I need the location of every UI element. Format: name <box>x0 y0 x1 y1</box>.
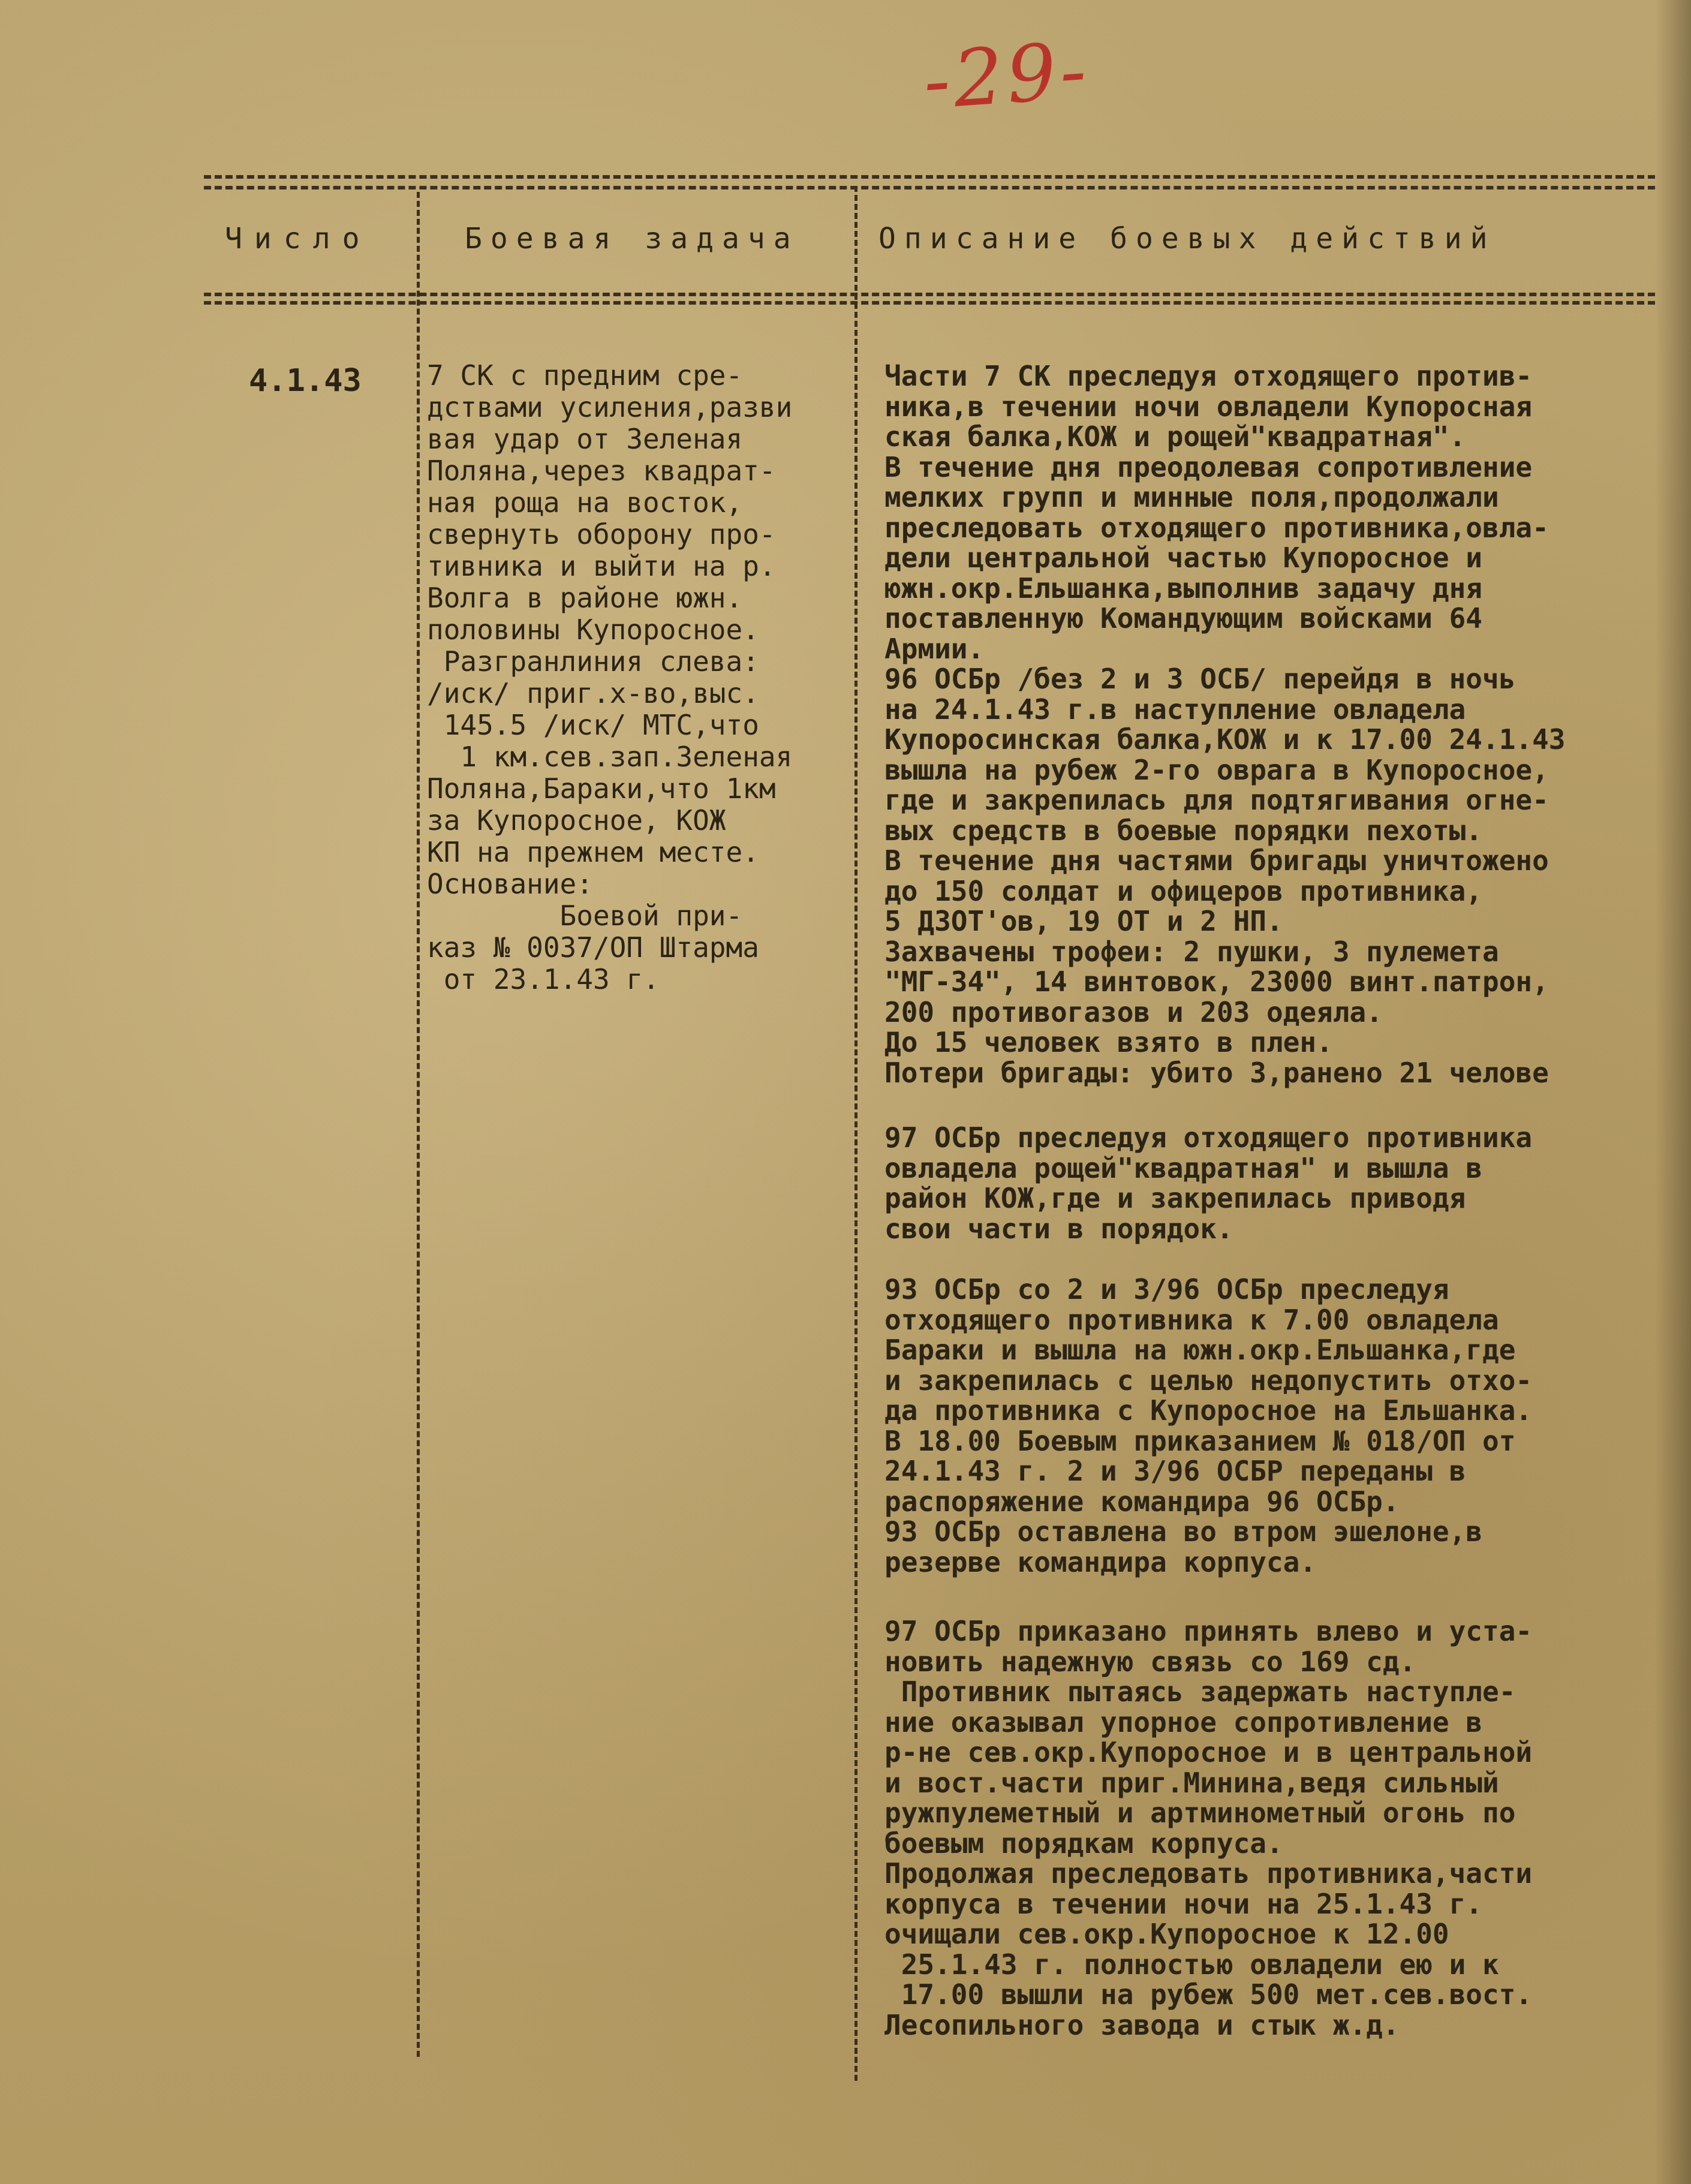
entry-date: 4.1.43 <box>249 363 362 399</box>
table-top-rule <box>204 175 1655 179</box>
description-paragraph: Части 7 СК преследуя отходящего против- ника,в течении ночи овладели Купоросная ская балка,КОЖ и рощей"квадратная". В течение дня преодолевая сопротивление мелких групп и минные поля,продолжали преследовать отходящего противника,овла- дели центральной частью Купоросное и южн.окр.Ельшанка,выполнив задачу дня поставленную Командующим войсками 64 Армии. 96 ОСБр /без 2 и 3 ОСБ/ перейдя в ночь на 24.1.43 г.в наступление овладела Купоросинская балка,КОЖ и к 17.00 24.1.43 вышла на рубеж 2-го оврага в Купоросное, где и закрепилась для подтягивания огне- вых средств в боевые порядки пехоты. В течение дня частями бригады уничтожено до 150 солдат и офицеров противника, 5 ДЗОТ'ов, 19 ОТ и 2 НП. Захвачены трофеи: 2 пушки, 3 пулемета "МГ-34", 14 винтовок, 23000 винт.патрон, 200 противогазов и 203 одеяла. До 15 человек взято в плен. Потери бригады: убито 3,ранено 21 челове <box>884 360 1566 1089</box>
header-bottom-rule-double <box>204 301 1655 305</box>
description-paragraph: 97 ОСБр преследуя отходящего противника овладела рощей"квадратная" и вышла в район КОЖ,где и закрепилась приводя свои части в порядок. <box>884 1121 1533 1245</box>
description-paragraph: 97 ОСБр приказано принять влево и уста- новить надежную связь со 169 сд. Противник пытаясь задержать наступле- ние оказывал упорное сопротивление в р-не сев.окр.Купоросное и в центральной и вост.части приг.Минина,ведя сильный ружпулеметный и артминометный огонь по боевым порядкам корпуса. Продолжая преследовать противника,части корпуса в течении ночи на 25.1.43 г. очищали сев.окр.Купоросное к 12.00 25.1.43 г. полностью овладели ею и к 17.00 вышли на рубеж 500 мет.сев.вост. Лесопильного завода и стык ж.д. <box>884 1615 1533 2041</box>
entry-combat-task: 7 СК с предним сре- дствами усиления,разви вая удар от Зеленая Поляна,через квадрат- ная роща на восток, свернуть оборону про- тивника и выйти на р. Волга в районе южн. половины Купоросное. Разгранлиния слева: /иск/ приг.х-во,выс. 145.5 /иск/ МТС,что 1 км.сев.зап.Зеленая Поляна,Бараки,что 1км за Купоросное, КОЖ КП на прежнем месте. Основание: Боевой при- каз № 0037/ОП Штарма от 23.1.43 г. <box>427 359 793 995</box>
table-top-rule-double <box>204 186 1655 189</box>
header-bottom-rule <box>204 293 1655 296</box>
column-divider-date-task <box>417 192 420 2057</box>
description-paragraph: 93 ОСБр со 2 и 3/96 ОСБр преследуя отходящего противника к 7.00 овладела Бараки и вышла на южн.окр.Ельшанка,где и закрепилась с целью недопустить отхо- да противника с Купоросное на Ельшанка. В 18.00 Боевым приказанием № 018/ОП от 24.1.43 г. 2 и 3/96 ОСБР переданы в распоряжение командира 96 ОСБр. 93 ОСБр оставлена во втром эшелоне,в резерве командира корпуса. <box>884 1273 1533 1578</box>
column-header-description: Описание боевых действий <box>878 222 1496 255</box>
column-header-task: Боевая задача <box>465 222 799 255</box>
column-divider-task-description <box>854 186 857 2081</box>
column-header-date: Число <box>225 222 372 255</box>
page-number: -29- <box>920 24 1093 127</box>
